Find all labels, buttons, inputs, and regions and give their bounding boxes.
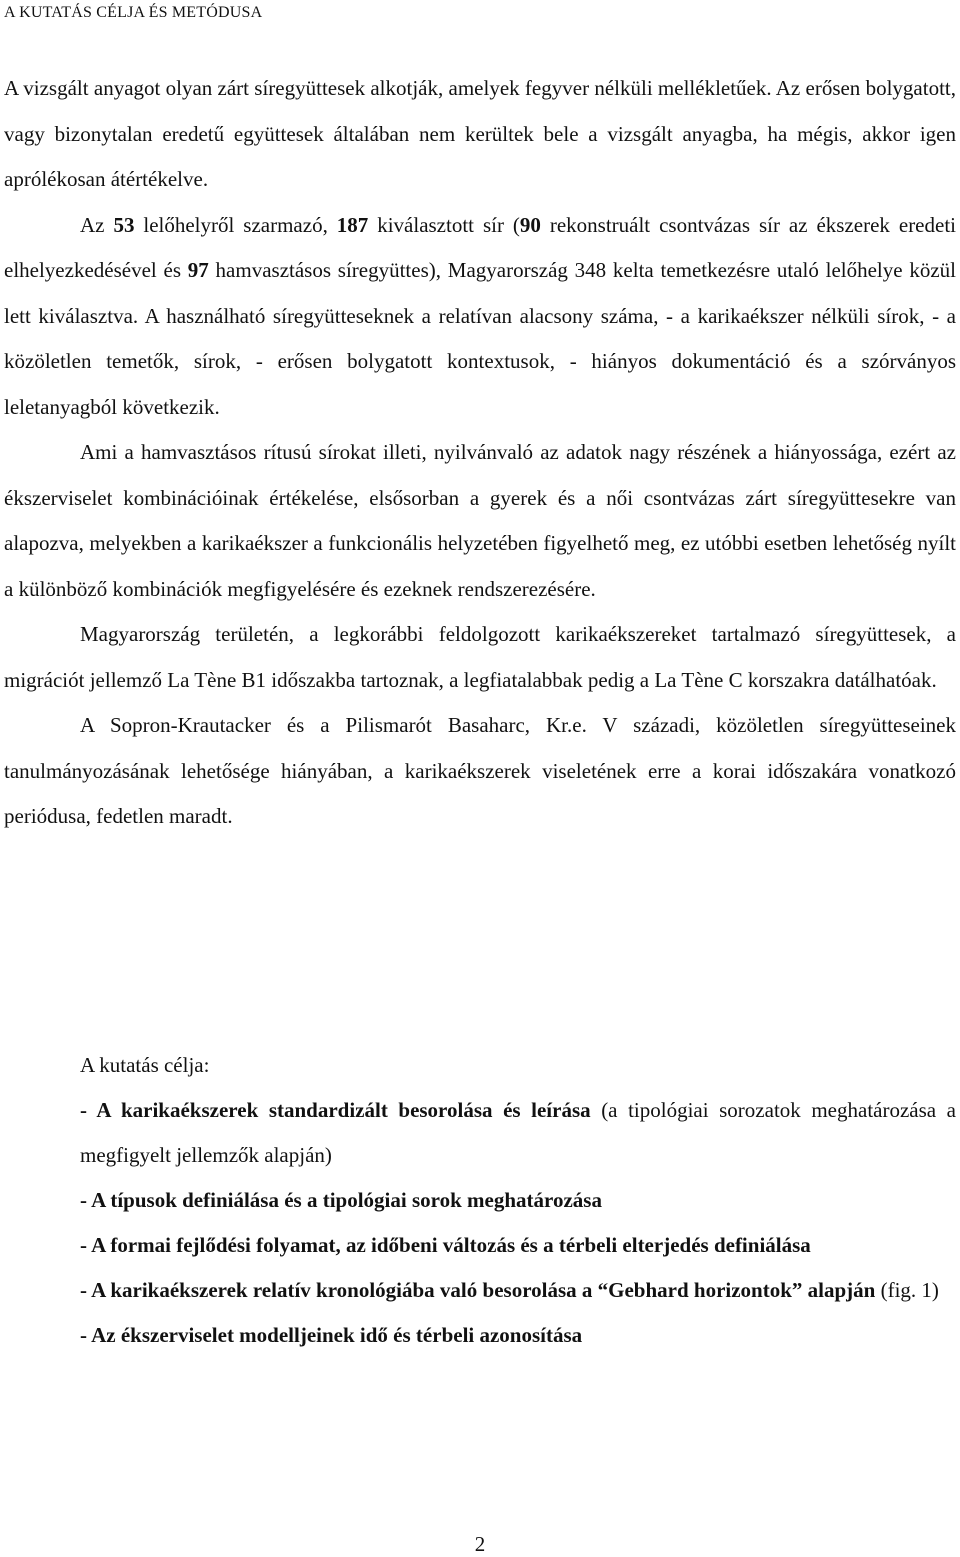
- aim-item-1-bold: - A karikaékszerek standardizált besorolása és leírása: [80, 1098, 591, 1122]
- aims-title: A kutatás célja:: [80, 1053, 210, 1077]
- aim-item-1-text: (a tipológiai sorozatok meghatározása a megfigyelt jellemzők alapján): [80, 1098, 956, 1167]
- page-number: 2: [474, 1532, 486, 1556]
- section-header: A KUTATÁS CÉLJA ÉS METÓDUSA: [4, 4, 263, 21]
- aim-item-3-bold: - A formai fejlődési folyamat, az időbeni változás és a térbeli elterjedés definiálása: [80, 1233, 811, 1257]
- aim-item-3: [80, 1223, 956, 1268]
- paragraph-3: Ami a hamvasztásos rítusú sírokat illeti, nyilvánvaló az adatok nagy részének a hiányossága, ezért az ékszerviselet kombinációinak értékelése, elsősorban a gyerek és a női csontvázas zárt síregyüttesekre van alapozva, melyekben a karikaékszer a funkcionális helyzetében figyelhető meg, ez utóbbi esetben lehetőség nyílt a különböző kombinációk megfigyelésére és ezeknek rendszerezésére.: [4, 440, 956, 601]
- aim-item-1: [80, 1088, 956, 1178]
- count-graves: 187: [336, 212, 369, 237]
- paragraph-2-part-e: hamvasztásos síregyüttes), Magyarország 348 kelta temetkezésre utaló lelőhelye közül lett kiválasztva. A használható síregyütteseknek a relatívan alacsony száma, - a karikaékszer nélküli sírok, - a közöletlen temetők, sírok, - erősen bolygatott kontextusok, - hiányos dokumentáció és a szórványos leletanyagból következik.: [4, 258, 956, 419]
- aim-item-5: [80, 1313, 956, 1358]
- aim-item-4: [80, 1268, 956, 1313]
- paragraph-2-part-b: lelőhelyről szarmazó,: [134, 212, 337, 237]
- paragraph-2-part-c: kiválasztott sír (: [368, 212, 520, 237]
- aim-item-4-bold: - A karikaékszerek relatív kronológiába való besorolása a “Gebhard horizontok” alapján: [80, 1278, 876, 1302]
- aim-item-2: [80, 1178, 956, 1223]
- paragraph-4: Magyarország területén, a legkorábbi feldolgozott karikaékszereket tartalmazó síregyüttesek, a migrációt jellemző La Tène B1 időszakba tartoznak, a legfiatalabbak pedig a La Tène C korszakra datálhatóak.: [4, 622, 956, 692]
- aim-item-5-bold: - Az ékszerviselet modelljeinek idő és térbeli azonosítása: [80, 1323, 583, 1347]
- aim-item-4-text: (fig. 1): [875, 1278, 939, 1302]
- main-text: [4, 66, 956, 840]
- aim-item-2-bold: - A típusok definiálása és a tipológiai sorok meghatározása: [80, 1188, 602, 1212]
- paragraph-2-part-a: Az: [80, 212, 114, 237]
- research-aims: [80, 1043, 956, 1358]
- paragraph-2: [4, 203, 956, 431]
- count-sites: 53: [113, 212, 135, 237]
- count-inhumation: 90: [519, 212, 541, 237]
- paragraph-2-part-d: rekonstruált csontvázas sír az ékszerek eredeti elhelyezkedésével és: [4, 212, 956, 282]
- count-cremation: 97: [187, 258, 209, 282]
- paragraph-5: A Sopron-Krautacker és a Pilismarót Basaharc, Kr.e. V századi, közöletlen síregyütteseinek tanulmányozásának lehetősége hiányában, a karikaékszerek viseletének erre a korai időszakára vonatkozó periódusa, fedetlen maradt.: [4, 713, 956, 828]
- paragraph-1: A vizsgált anyagot olyan zárt síregyüttesek alkotják, amelyek fegyver nélküli mellékletűek. Az erősen bolygatott, vagy bizonytalan eredetű együttesek általában nem kerültek bele a vizsgált anyagba, ha mégis, akkor igen aprólékosan átértékelve.: [4, 76, 956, 191]
